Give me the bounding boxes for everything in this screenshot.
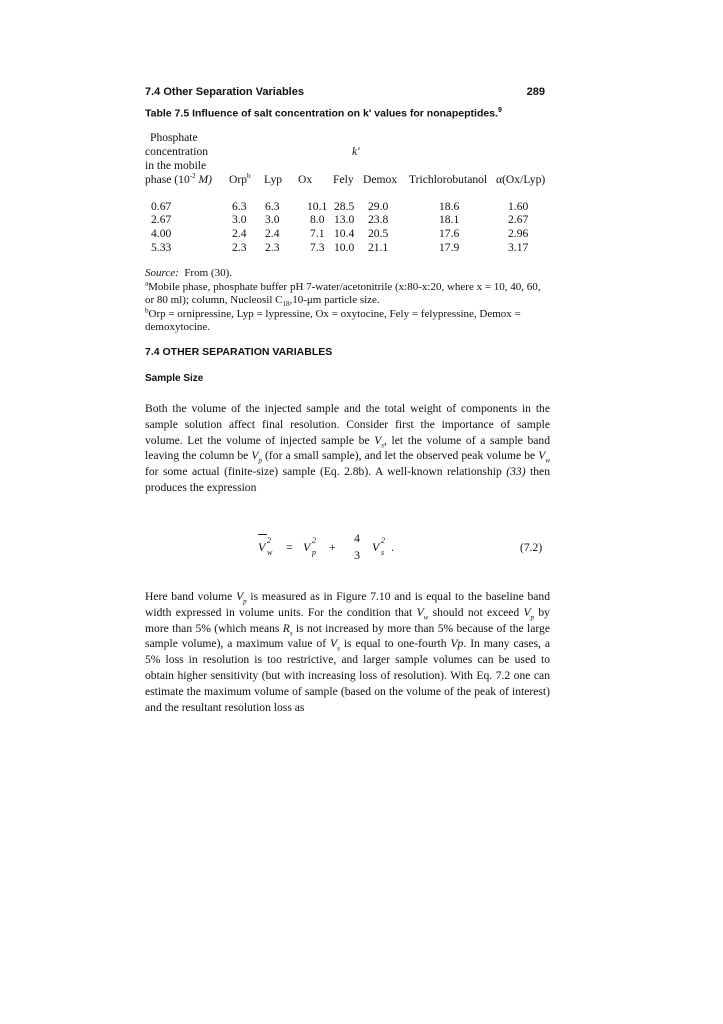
header-phosphate-line1: Phosphate <box>150 131 198 144</box>
table-cell: 3.0 <box>232 213 247 226</box>
var-v: V <box>523 605 531 619</box>
para1-text: , let the volume of a sample band leaving the column be <box>145 433 550 463</box>
var-r: R <box>282 621 290 635</box>
table-cell: 3.17 <box>508 241 529 254</box>
header-phosphate-unit: M) <box>195 173 213 186</box>
eq-lhs-sub: w <box>267 548 273 557</box>
para2-text: is measured as in Figure 7.10 and is equal to the baseline band width expressed in volume units. For the condition that <box>145 590 550 619</box>
eq-t1-sub: p <box>312 548 316 557</box>
running-head-section: 7.4 Other Separation Variables <box>145 86 304 98</box>
paragraph-band-volume <box>145 589 550 715</box>
var-subscript: s <box>289 628 293 637</box>
header-phosphate-line2: concentration <box>145 145 209 158</box>
table-cell: 2.3 <box>232 241 247 254</box>
eq-lhs-sup: 2 <box>267 536 271 545</box>
eq-t2-sub: s <box>381 548 385 557</box>
eq-t2-var: V <box>372 540 380 554</box>
header-phosphate-exp: -2 <box>189 172 196 181</box>
footnote-a-text-end: ,10-μm particle size. <box>289 294 380 306</box>
table-cell: 1.60 <box>508 200 529 213</box>
footnote-b <box>145 305 550 335</box>
table-cell: 0.67 <box>151 200 172 213</box>
table-source <box>145 267 550 281</box>
footnote-a <box>145 278 550 309</box>
table-cell: 4.00 <box>151 227 172 240</box>
eq-lhs-var: V <box>258 540 266 554</box>
footnote-b-marker: b <box>145 305 149 314</box>
equation-7-2 <box>258 531 558 574</box>
col-header-orp-marker: b <box>247 172 251 181</box>
table-cell: 21.1 <box>368 241 389 254</box>
reference-33: (33) <box>506 465 526 479</box>
var-vp: Vp <box>450 637 464 651</box>
table-cell: 6.3 <box>265 200 280 213</box>
para2-text: should not exceed <box>428 605 524 619</box>
col-header-orp-label: Orp <box>229 173 248 186</box>
table-caption-ref: 9 <box>497 107 502 114</box>
col-header-fely: Fely <box>333 173 354 186</box>
table-cell: 2.96 <box>508 227 529 240</box>
table-cell: 8.0 <box>310 213 325 226</box>
table-cell: 10.4 <box>334 227 355 240</box>
eq-t2-sup: 2 <box>381 536 385 545</box>
var-subscript: s <box>381 440 385 449</box>
eq-t1-var: V <box>303 540 311 554</box>
table-cell: 10.1 <box>307 200 328 213</box>
section-heading: 7.4 OTHER SEPARATION VARIABLES <box>145 346 333 358</box>
table-cell: 13.0 <box>334 213 355 226</box>
col-header-alpha: α(Ox/Lyp) <box>496 173 546 186</box>
footnote-a-text: Mobile phase, phosphate buffer pH 7-water/acetonitrile (x:80-x:20, where x = 10, 40, 60, or 80 ml); column, Nucleosil C <box>145 280 541 306</box>
source-label: Source: <box>145 267 179 279</box>
var-v: V <box>374 433 382 447</box>
header-phosphate-line4 <box>145 173 212 186</box>
header-k-prime: k' <box>352 145 360 158</box>
var-v: V <box>251 449 259 463</box>
paragraph-sample-volume <box>145 401 550 496</box>
table-cell: 28.5 <box>334 200 355 213</box>
var-v: V <box>416 605 424 619</box>
var-v: V <box>538 449 546 463</box>
footnote-a-subscript: 18 <box>282 300 290 309</box>
subsection-heading: Sample Size <box>145 373 204 384</box>
eq-frac-num: 4 <box>354 531 360 545</box>
eq-t1-sup: 2 <box>312 536 316 545</box>
para2-text: is not increased by more than 5% because of the large sample volume), a maximum value of <box>145 621 550 651</box>
footnote-b-text: Orp = ornipressine, Lyp = lypressine, Ox = oxytocine, Fely = felypressine, Demox = demoxytocine. <box>145 307 521 333</box>
page-number: 289 <box>526 86 545 98</box>
var-subscript: s <box>337 644 340 653</box>
para1-text: for some actual (finite-size) sample (Eq. 2.8b). A well-known relationship <box>145 465 507 479</box>
table-cell: 2.67 <box>151 213 172 226</box>
table-cell: 17.9 <box>439 241 460 254</box>
para1-text: (for a small sample), and let the observed peak volume be <box>261 449 539 463</box>
table-cell: 5.33 <box>151 241 172 254</box>
table-cell: 3.0 <box>265 213 280 226</box>
var-subscript: p <box>243 597 247 606</box>
eq-frac-bar <box>258 534 267 535</box>
table-cell: 2.3 <box>265 241 280 254</box>
var-subscript: w <box>423 613 429 622</box>
table-cell: 2.67 <box>508 213 529 226</box>
table-cell: 18.1 <box>439 213 460 226</box>
eq-frac-den: 3 <box>354 548 360 562</box>
var-subscript: p <box>530 613 535 622</box>
col-header-lyp: Lyp <box>264 173 283 186</box>
table-caption-text: Table 7.5 Influence of salt concentration on k' values for nonapeptides. <box>145 107 498 120</box>
header-phosphate-line3: in the mobile <box>145 159 207 172</box>
table-cell: 7.3 <box>310 241 325 254</box>
table-cell: 20.5 <box>368 227 389 240</box>
col-header-orp <box>229 173 251 186</box>
table-cell: 6.3 <box>232 200 247 213</box>
table-cell: 7.1 <box>310 227 325 240</box>
table-cell: 17.6 <box>439 227 460 240</box>
para2-text: Here band volume <box>145 590 237 603</box>
col-header-trichlorobutanol: Trichlorobutanol <box>409 173 488 186</box>
col-header-demox: Demox <box>363 173 398 186</box>
var-subscript: p <box>258 456 262 465</box>
table-cell: 23.8 <box>368 213 389 226</box>
para1-text: then produces the expression <box>145 465 550 494</box>
table-cell: 2.4 <box>232 227 247 240</box>
table-cell: 2.4 <box>265 227 280 240</box>
source-text: From (30). <box>184 267 232 279</box>
para2-text: is equal to one-fourth <box>339 637 451 651</box>
var-v: V <box>330 637 338 651</box>
para2-text: . In many cases, a 5% loss in resolution is too restrictive, and larger sample volumes can be used to obtain higher sensitivity (but with increasing loss of resolution). With Eq. 7.2 one can estimate the maximum volume of sample (based on the volume of the peak of interest) and the resultant resolution loss as <box>145 637 550 714</box>
eq-equals: = <box>286 540 293 554</box>
equation-number: (7.2) <box>520 541 543 554</box>
var-subscript: w <box>545 456 550 465</box>
table-footnotes <box>145 267 550 335</box>
data-table <box>0 0 723 300</box>
col-header-ox: Ox <box>298 173 313 186</box>
eq-plus: + <box>329 540 336 554</box>
eq-period: . <box>391 540 394 554</box>
table-cell: 18.6 <box>439 200 460 213</box>
header-phosphate-phase: phase (10 <box>145 173 190 186</box>
para2-text: by more than 5% (which means <box>145 605 550 635</box>
table-cell: 10.0 <box>334 241 355 254</box>
var-v: V <box>236 590 244 603</box>
footnote-a-marker: a <box>145 278 149 287</box>
para1-text: Both the volume of the injected sample and the total weight of components in the sample solution affect final resolution. Consider first the importance of sample volume. Let the volume of injected sample be <box>145 402 550 447</box>
table-cell: 29.0 <box>368 200 389 213</box>
